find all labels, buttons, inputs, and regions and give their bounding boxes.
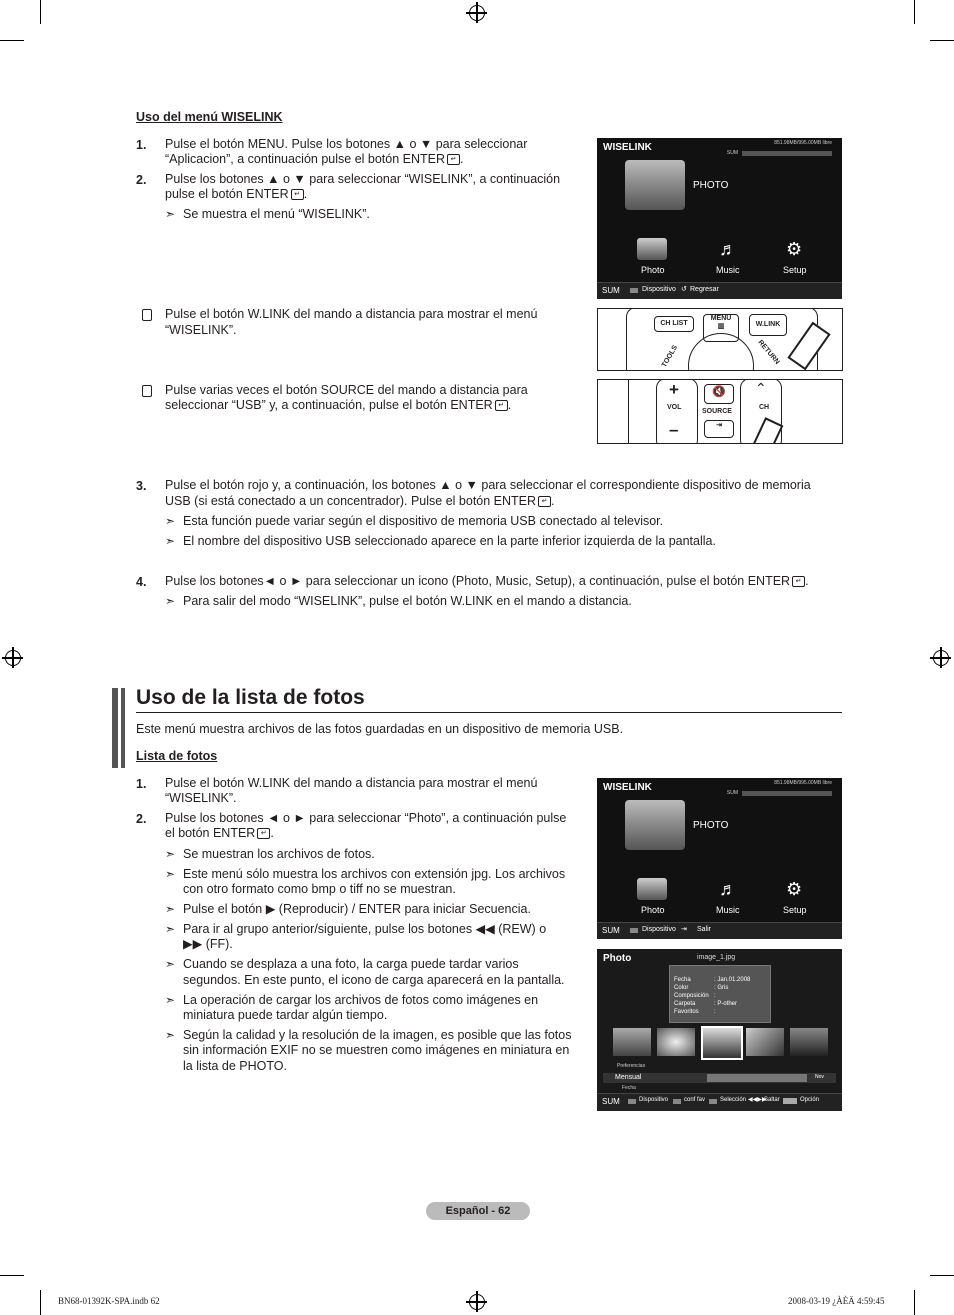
screen-footer <box>597 1093 842 1111</box>
footer-device: Dispositivo <box>642 926 676 933</box>
photo-list-heading: Lista de fotos <box>136 749 218 763</box>
tools-button-icon <box>783 1098 797 1104</box>
mute-button[interactable]: 🔇 <box>704 384 734 404</box>
red-button-icon <box>628 1099 636 1104</box>
screen-title: Photo <box>603 953 632 964</box>
step-number: 3. <box>136 479 147 493</box>
photo-note: Para ir al grupo anterior/siguiente, pulse los botones ◀◀ (REW) o <box>183 922 547 936</box>
note-arrow-icon: ➣ <box>165 902 176 916</box>
wlink-note-line2: “WISELINK”. <box>165 323 237 337</box>
step-number: 1. <box>136 138 147 152</box>
enter-icon: ↵ <box>447 154 460 165</box>
photo-thumbnail-selected[interactable] <box>701 1026 743 1060</box>
photo-note: la lista de PHOTO. <box>183 1059 287 1073</box>
sum-label: SUM <box>726 790 738 796</box>
photo-icon-label: Photo <box>641 905 665 915</box>
step2-line2: pulse el botón ENTER ↵ . <box>165 187 308 201</box>
capacity-bar <box>742 151 832 156</box>
step2-note: Se muestra el menú “WISELINK”. <box>183 207 370 221</box>
setup-icon-label: Setup <box>783 265 807 275</box>
step3-line1: Pulse el botón rojo y, a continuación, los botones ▲ o ▼ para seleccionar el correspondiente dispositivo de memoria <box>165 478 811 492</box>
capacity-label: 851.98MB/995.00MB libre <box>774 780 832 786</box>
photo-note: Pulse el botón ▶ (Reproducir) / ENTER para iniciar Secuencia. <box>183 902 531 916</box>
timeline-slider[interactable] <box>707 1074 807 1082</box>
source-note-line2: seleccionar “USB” y, a continuación, pulse el botón ENTER ↵ . <box>165 398 512 412</box>
note-icon <box>142 385 152 397</box>
chevron-up-icon: ⌃ <box>755 380 767 396</box>
sum-label: SUM <box>726 150 738 156</box>
remote-illustration-bottom <box>597 379 843 444</box>
note-icon <box>142 309 152 321</box>
photo-large-icon <box>625 800 685 850</box>
gear-icon[interactable]: ⚙ <box>786 879 803 899</box>
registration-mark-icon <box>469 1294 485 1310</box>
page-number-badge: Español - 62 <box>426 1202 530 1220</box>
plus-icon: + <box>669 380 679 399</box>
ch-list-button[interactable]: CH LIST <box>654 316 694 332</box>
screen-title: WISELINK <box>603 782 652 793</box>
remote-illustration-top <box>597 308 843 371</box>
photo-label: PHOTO <box>693 180 729 191</box>
step3-line2: USB (si está conectado a un concentrador). Pulse el botón ENTER ↵ . <box>165 494 555 508</box>
red-button-icon <box>630 288 638 293</box>
gear-icon[interactable]: ⚙ <box>786 239 803 259</box>
note-arrow-icon: ➣ <box>165 514 176 528</box>
footer-timestamp: 2008-03-19 ¿ÀÈÄ 4:59:45 <box>788 1296 885 1306</box>
photo-note: miniatura puede tardar algún tiempo. <box>183 1008 388 1022</box>
month-label: Nov <box>815 1074 824 1080</box>
photo-note: Según la calidad y la resolución de la imagen, es posible que las fotos <box>183 1028 572 1042</box>
info-value: : Gris <box>714 985 729 991</box>
filename-label: image_1.jpg <box>697 954 736 961</box>
crop-mark <box>0 40 24 41</box>
remote-edge <box>628 379 629 444</box>
s2-step2-line2: el botón ENTER ↵ . <box>165 826 274 840</box>
crop-mark <box>40 0 41 24</box>
footer-skip: Saltar <box>764 1097 780 1103</box>
footer-return: Regresar <box>690 286 719 293</box>
yellow-button-icon <box>709 1099 717 1104</box>
step4-note: Para salir del modo “WISELINK”, pulse el botón W.LINK en el mando a distancia. <box>183 594 632 608</box>
footer-sum: SUM <box>602 1097 620 1106</box>
photo-thumbnail[interactable] <box>790 1028 828 1056</box>
info-value: : <box>714 993 716 999</box>
section-bar-stripe <box>118 688 121 768</box>
photo-note: ▶▶ (FF). <box>183 937 233 951</box>
green-button-icon <box>673 1099 681 1104</box>
note-arrow-icon: ➣ <box>165 1028 176 1042</box>
music-icon-label: Music <box>716 905 740 915</box>
s2-step1-line1: Pulse el botón W.LINK del mando a distancia para mostrar el menú <box>165 776 538 790</box>
vol-label: VOL <box>667 404 682 411</box>
enter-icon: ↵ <box>495 400 508 411</box>
footer-exit: Salir <box>697 926 712 933</box>
section-title: Uso de la lista de fotos <box>136 686 365 709</box>
menu-button[interactable]: MENU ▥ <box>703 314 739 342</box>
registration-mark-icon <box>933 650 949 666</box>
step-number: 1. <box>136 777 147 791</box>
registration-mark-icon <box>469 5 485 21</box>
s2-step2-line1: Pulse los botones ◄ o ► para seleccionar “Photo”, a continuación pulse <box>165 811 567 825</box>
step-number: 4. <box>136 575 147 589</box>
music-icon[interactable]: ♬ <box>719 239 737 259</box>
photo-thumbnail[interactable] <box>657 1028 695 1056</box>
source-label: SOURCE <box>702 408 732 415</box>
info-key: Composición <box>674 993 709 999</box>
photo-thumbnail[interactable] <box>746 1028 784 1056</box>
step-number: 2. <box>136 173 147 187</box>
crop-mark <box>914 0 915 24</box>
note-arrow-icon: ➣ <box>165 594 176 608</box>
photo-note: Se muestran los archivos de fotos. <box>183 847 375 861</box>
setup-icon-label: Setup <box>783 905 807 915</box>
step2-line1: Pulse los botones ▲ o ▼ para seleccionar “WISELINK”, a continuación <box>165 172 561 186</box>
info-key: Color <box>674 985 689 991</box>
photo-note: sin información EXIF no se muestren como imágenes en miniatura en <box>183 1043 570 1057</box>
note-arrow-icon: ➣ <box>165 957 176 971</box>
step-number: 2. <box>136 812 147 826</box>
note-arrow-icon: ➣ <box>165 534 176 548</box>
crop-mark <box>914 1290 915 1315</box>
info-keys <box>674 976 709 1016</box>
enter-icon: ↵ <box>792 576 805 587</box>
footer-sum: SUM <box>602 926 620 935</box>
screen-footer <box>597 282 842 299</box>
photo-list-screen <box>597 949 842 1111</box>
music-icon[interactable]: ♬ <box>719 879 737 899</box>
minus-icon: – <box>669 420 679 439</box>
skip-icon: ◀◀▶▶ <box>748 1097 767 1103</box>
timeline-bar <box>603 1073 836 1083</box>
capacity-label: 851.98MB/995.00MB libre <box>774 140 832 146</box>
tools-label: TOOLS <box>660 344 680 369</box>
note-arrow-icon: ➣ <box>165 847 176 861</box>
info-value: : P-other <box>714 1001 738 1007</box>
photo-note: Este menú sólo muestra los archivos con extensión jpg. Los archivos <box>183 867 566 881</box>
note-arrow-icon: ➣ <box>165 207 176 221</box>
registration-mark-icon <box>5 650 21 666</box>
wiselink-screen <box>597 778 842 939</box>
footer-device: Dispositivo <box>642 286 676 293</box>
info-key: Favoritos <box>674 1009 699 1015</box>
info-panel <box>669 965 771 1023</box>
info-key: Fecha <box>674 977 691 983</box>
return-label: RETURN <box>756 339 781 366</box>
footer-option: Opción <box>800 1097 820 1103</box>
footer-device: Dispositivo <box>639 1097 669 1103</box>
step4-line: Pulse los botones◄ o ► para seleccionar un icono (Photo, Music, Setup), a continuación, pulse el botón ENTER ↵ . <box>165 574 809 588</box>
screen-footer <box>597 922 842 939</box>
wlink-button[interactable]: W.LINK <box>749 314 787 336</box>
info-value: : <box>714 1009 716 1015</box>
footer-filename: BN68-01392K-SPA.indb 62 <box>58 1296 160 1306</box>
enter-icon: ↵ <box>291 189 304 200</box>
s2-step1-line2: “WISELINK”. <box>165 791 237 805</box>
photo-note: segundos. En este punto, el icono de carga aparecerá en la pantalla. <box>183 973 565 987</box>
screen-title: WISELINK <box>603 142 652 153</box>
note-arrow-icon: ➣ <box>165 993 176 1007</box>
photo-icon[interactable] <box>637 238 667 260</box>
mensual-label: Mensual <box>615 1074 642 1081</box>
enter-icon: ↵ <box>257 828 270 839</box>
photo-note: La operación de cargar los archivos de fotos como imágenes en <box>183 993 539 1007</box>
preferences-label: Preferencias <box>617 1063 646 1069</box>
crop-mark <box>40 1290 41 1315</box>
crop-mark <box>930 40 954 41</box>
music-icon-label: Music <box>716 265 740 275</box>
wlink-note-line1: Pulse el botón W.LINK del mando a distancia para mostrar el menú <box>165 307 538 321</box>
info-values <box>714 976 750 1016</box>
photo-thumbnail[interactable] <box>613 1028 651 1056</box>
capacity-bar <box>742 791 832 796</box>
exit-icon: ⇥ <box>681 926 687 933</box>
photo-icon-label: Photo <box>641 265 665 275</box>
ch-label: CH <box>759 404 770 411</box>
section-intro: Este menú muestra archivos de las fotos guardadas en un dispositivo de memoria USB. <box>136 722 624 736</box>
step3-note2: El nombre del dispositivo USB seleccionado aparece en la parte inferior izquierda de la pantalla. <box>183 534 716 548</box>
date-label: Fecha <box>622 1085 636 1091</box>
note-arrow-icon: ➣ <box>165 922 176 936</box>
step1-line2: “Aplicacion”, a continuación pulse el botón ENTER ↵ . <box>165 152 464 166</box>
info-value: : Jan.01.2008 <box>714 977 751 983</box>
crop-mark <box>0 1275 24 1276</box>
step3-note1: Esta función puede variar según el dispositivo de memoria USB conectado al televisor. <box>183 514 664 528</box>
step1-line1: Pulse el botón MENU. Pulse los botones ▲ o ▼ para seleccionar <box>165 137 528 151</box>
photo-note: con otro formato como bmp o tiff no se muestran. <box>183 882 456 896</box>
footer-select: Selección <box>720 1097 747 1103</box>
return-icon: ↺ <box>681 286 687 293</box>
red-button-icon <box>630 928 638 933</box>
wiselink-screen <box>597 138 842 299</box>
footer-sum: SUM <box>602 286 620 295</box>
wiselink-heading: Uso del menú WISELINK <box>136 110 283 124</box>
footer-fav: conf fav <box>684 1097 706 1103</box>
note-arrow-icon: ➣ <box>165 867 176 881</box>
photo-large-icon <box>625 160 685 210</box>
photo-note: Cuando se desplaza a una foto, la carga puede tardar varios <box>183 957 519 971</box>
section-rule <box>136 712 842 713</box>
source-note-line1: Pulse varias veces el botón SOURCE del mando a distancia para <box>165 383 528 397</box>
info-key: Carpeta <box>674 1001 696 1007</box>
photo-icon[interactable] <box>637 878 667 900</box>
source-button[interactable]: ⇥ <box>704 420 734 438</box>
enter-icon: ↵ <box>538 496 551 507</box>
photo-label: PHOTO <box>693 820 729 831</box>
crop-mark <box>930 1275 954 1276</box>
